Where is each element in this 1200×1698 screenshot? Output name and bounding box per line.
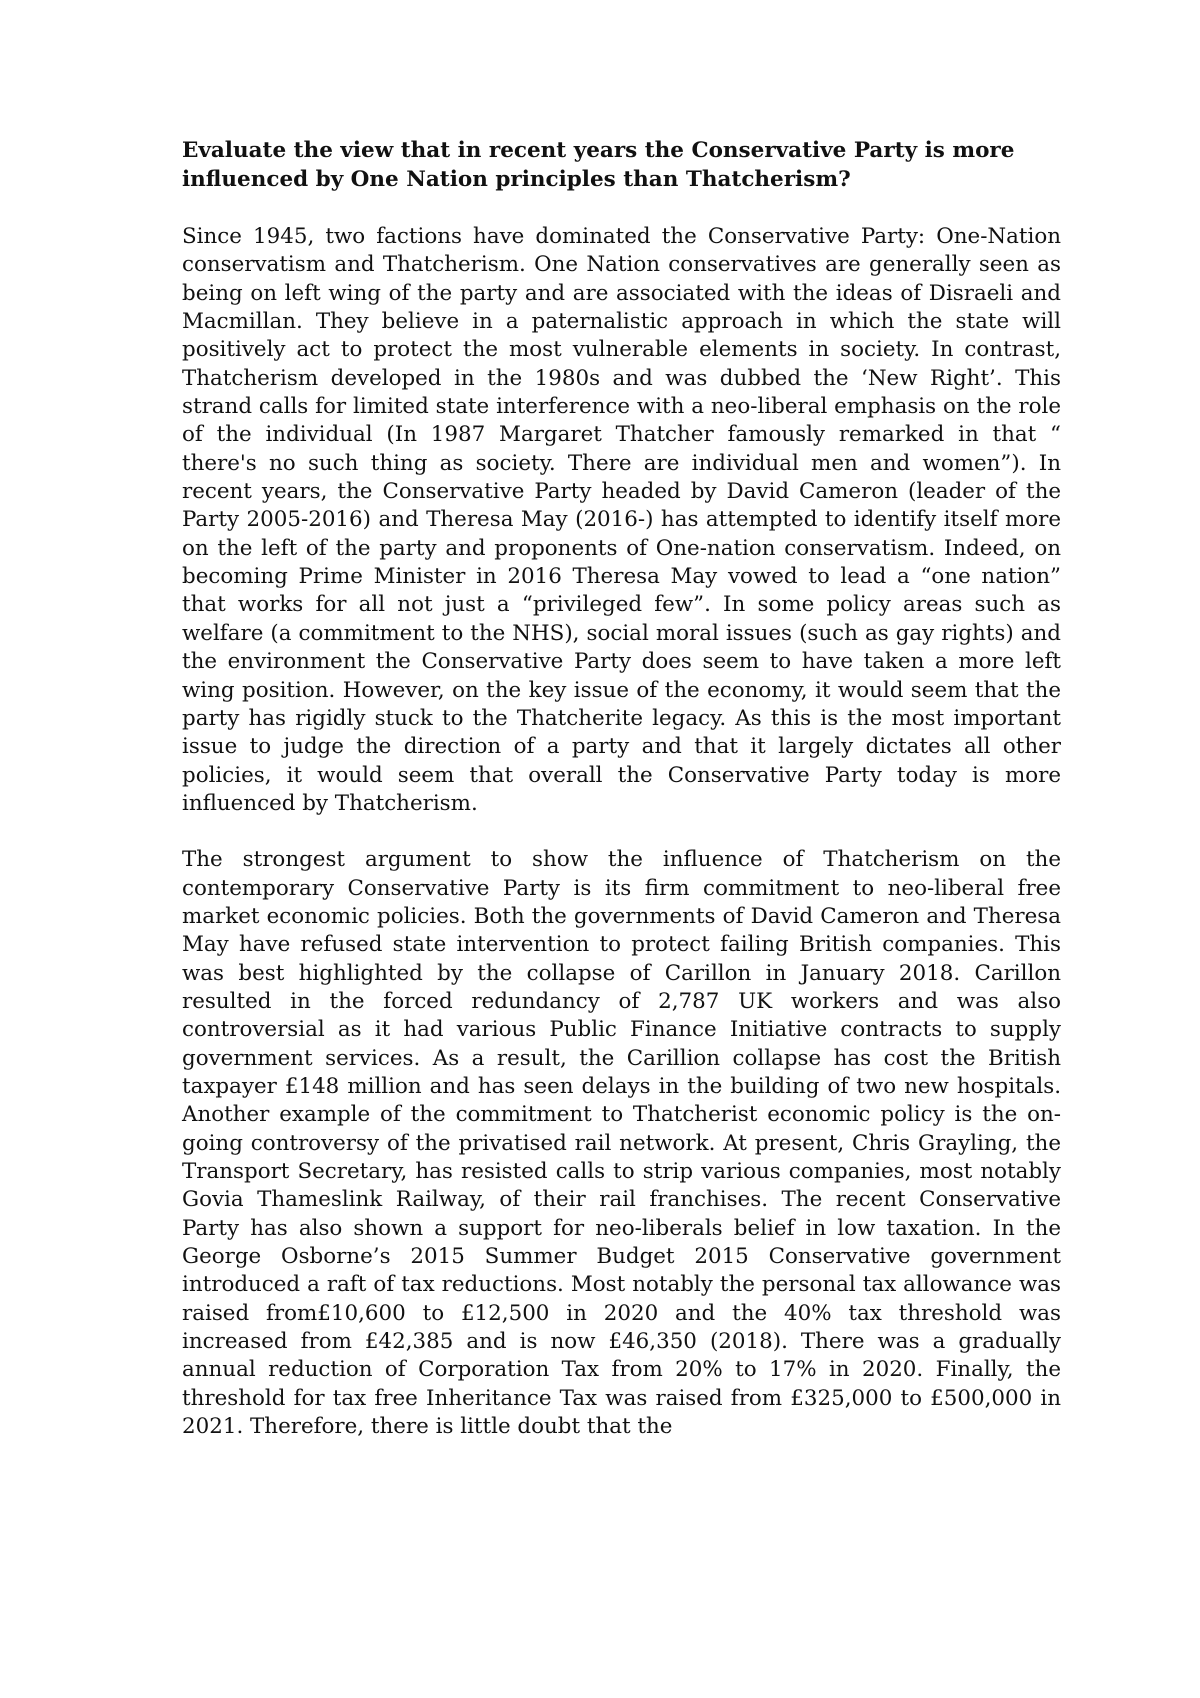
essay-title: Evaluate the view that in recent years the Conservative Party is more influenced by One Nation principles than Thatcherism? <box>182 138 1015 192</box>
paragraph-thatcherism-argument: The strongest argument to show the influence of Thatcherism on the contemporary Conservative Party is its firm commitment to neo-liberal free market economic policies. Both the governments of David Cameron and Theresa May have refused state intervention to protect failing British companies. This was best highlighted by the collapse of Carillon in January 2018. Carillon resulted in the forced redundancy of 2,787 UK workers and was also controversial as it had various Public Finance Initiative contracts to supply government services. As a result, the Carillion collapse has cost the British taxpayer £148 million and has seen delays in the building of two new hospitals. Another example of the commitment to Thatcherist economic policy is the on-going controversy of the privatised rail network. At present, Chris Grayling, the Transport Secretary, has resisted calls to strip various companies, most notably Govia Thameslink Railway, of their rail franchises. The recent Conservative Party has also shown a support for neo-liberals belief in low taxation. In the George Osborne’s 2015 Summer Budget 2015 Conservative government introduced a raft of tax reductions. Most notably the personal tax allowance was raised from£10,600 to £12,500 in 2020 and the 40% tax threshold was increased from £42,385 and is now £46,350 (2018). There was a gradually annual reduction of Corporation Tax from 20% to 17% in 2020. Finally, the threshold for tax free Inheritance Tax was raised from £325,000 to £500,000 in 2021. Therefore, there is little doubt that the <box>182 847 1061 1440</box>
paragraph-introduction: Since 1945, two factions have dominated the Conservative Party: One-Nation conservatism and Thatcherism. One Nation conservatives are generally seen as being on left wing of the party and are associated with the ideas of Disraeli and Macmillan. They believe in a paternalistic approach in which the state will positively act to protect the most vulnerable elements in society. In contrast, Thatcherism developed in the 1980s and was dubbed the ‘New Right’. This strand calls for limited state interference with a neo-liberal emphasis on the role of the individual (In 1987 Margaret Thatcher famously remarked in that “ there's no such thing as society. There are individual men and women”). In recent years, the Conservative Party headed by David Cameron (leader of the Party 2005-2016) and Theresa May (2016-) has attempted to identify itself more on the left of the party and proponents of One-nation conservatism. Indeed, on becoming Prime Minister in 2016 Theresa May vowed to lead a “one nation” that works for all not just a “privileged few”. In some policy areas such as welfare (a commitment to the NHS), social moral issues (such as gay rights) and the environment the Conservative Party does seem to have taken a more left wing position. However, on the key issue of the economy, it would seem that the party has rigidly stuck to the Thatcherite legacy. As this is the most important issue to judge the direction of a party and that it largely dictates all other policies, it would seem that overall the Conservative Party today is more influenced by Thatcherism. <box>182 224 1061 816</box>
document-body <box>182 136 1061 1469</box>
